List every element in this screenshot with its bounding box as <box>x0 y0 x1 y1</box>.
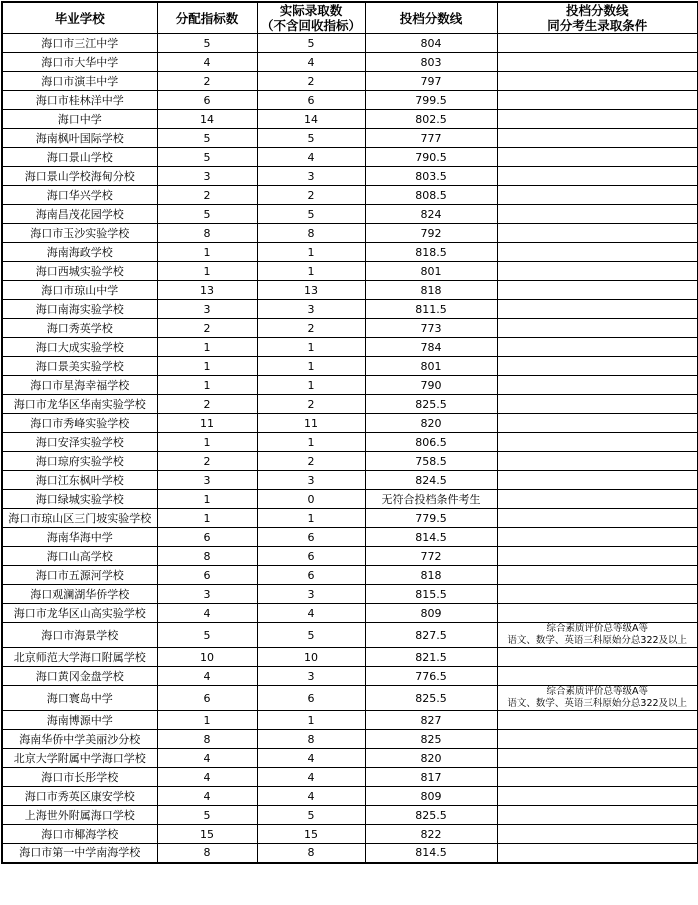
score-line-cell: 777 <box>365 129 497 148</box>
condition-cell <box>497 711 698 730</box>
condition-cell <box>497 433 698 452</box>
table-row <box>2 167 698 186</box>
score-line-cell: 776.5 <box>365 667 497 686</box>
table-row <box>2 787 698 806</box>
school-cell: 海口市椰海学校 <box>2 825 157 844</box>
score-line-cell: 825.5 <box>365 395 497 414</box>
admitted-cell: 1 <box>257 262 365 281</box>
quota-cell: 5 <box>157 148 257 167</box>
table-row <box>2 357 698 376</box>
admitted-cell: 4 <box>257 604 365 623</box>
quota-cell: 5 <box>157 623 257 648</box>
table-row <box>2 686 698 711</box>
condition-cell <box>497 667 698 686</box>
score-line-cell: 815.5 <box>365 585 497 604</box>
quota-cell: 8 <box>157 547 257 566</box>
table-header <box>2 2 698 34</box>
condition-cell <box>497 319 698 338</box>
admitted-cell: 10 <box>257 648 365 667</box>
admitted-cell: 1 <box>257 357 365 376</box>
school-cell: 海口市第一中学南海学校 <box>2 844 157 863</box>
condition-cell <box>497 72 698 91</box>
condition-cell <box>497 129 698 148</box>
score-line-cell: 无符合投档条件考生 <box>365 490 497 509</box>
score-line-cell: 792 <box>365 224 497 243</box>
table-row <box>2 528 698 547</box>
admitted-cell: 3 <box>257 300 365 319</box>
quota-cell: 2 <box>157 186 257 205</box>
table-row <box>2 844 698 863</box>
table-row <box>2 730 698 749</box>
admitted-cell: 6 <box>257 547 365 566</box>
school-cell: 海口市大华中学 <box>2 53 157 72</box>
admitted-cell: 5 <box>257 129 365 148</box>
table-row <box>2 300 698 319</box>
score-line-cell: 827 <box>365 711 497 730</box>
score-line-cell: 811.5 <box>365 300 497 319</box>
school-cell: 海南枫叶国际学校 <box>2 129 157 148</box>
school-cell: 海南博源中学 <box>2 711 157 730</box>
quota-cell: 1 <box>157 376 257 395</box>
quota-cell: 14 <box>157 110 257 129</box>
school-cell: 海口南海实验学校 <box>2 300 157 319</box>
score-line-cell: 814.5 <box>365 844 497 863</box>
score-line-cell: 818.5 <box>365 243 497 262</box>
condition-cell <box>497 338 698 357</box>
condition-cell <box>497 262 698 281</box>
school-cell: 海口大成实验学校 <box>2 338 157 357</box>
score-line-cell: 825.5 <box>365 806 497 825</box>
school-cell: 海口琼府实验学校 <box>2 452 157 471</box>
condition-cell <box>497 509 698 528</box>
school-cell: 海口市演丰中学 <box>2 72 157 91</box>
table-row <box>2 471 698 490</box>
condition-cell <box>497 471 698 490</box>
table-row <box>2 547 698 566</box>
table-row <box>2 243 698 262</box>
table-row <box>2 376 698 395</box>
admitted-cell: 15 <box>257 825 365 844</box>
condition-cell <box>497 604 698 623</box>
score-line-cell: 801 <box>365 357 497 376</box>
school-cell: 海口景美实验学校 <box>2 357 157 376</box>
table-row <box>2 224 698 243</box>
quota-cell: 11 <box>157 414 257 433</box>
condition-cell <box>497 224 698 243</box>
condition-cell <box>497 414 698 433</box>
admitted-cell: 0 <box>257 490 365 509</box>
school-cell: 海口绿城实验学校 <box>2 490 157 509</box>
col-header-score: 投档分数线 <box>365 2 497 34</box>
admitted-cell: 6 <box>257 686 365 711</box>
quota-cell: 2 <box>157 452 257 471</box>
school-cell: 海口华兴学校 <box>2 186 157 205</box>
admitted-cell: 1 <box>257 243 365 262</box>
admitted-cell: 2 <box>257 186 365 205</box>
school-cell: 海口西城实验学校 <box>2 262 157 281</box>
admitted-cell: 8 <box>257 844 365 863</box>
table-row <box>2 129 698 148</box>
condition-cell <box>497 528 698 547</box>
school-cell: 海口黄冈金盘学校 <box>2 667 157 686</box>
col-header-admitted: 实际录取数 （不含回收指标） <box>257 2 365 34</box>
quota-cell: 6 <box>157 528 257 547</box>
school-cell: 海口市玉沙实验学校 <box>2 224 157 243</box>
quota-cell: 5 <box>157 806 257 825</box>
score-line-cell: 824.5 <box>365 471 497 490</box>
admitted-cell: 1 <box>257 509 365 528</box>
quota-cell: 2 <box>157 395 257 414</box>
quota-cell: 4 <box>157 749 257 768</box>
quota-cell: 8 <box>157 224 257 243</box>
quota-cell: 4 <box>157 604 257 623</box>
score-line-cell: 818 <box>365 281 497 300</box>
condition-cell <box>497 806 698 825</box>
school-cell: 海口市秀英区康安学校 <box>2 787 157 806</box>
quota-cell: 1 <box>157 357 257 376</box>
admitted-cell: 2 <box>257 452 365 471</box>
score-line-cell: 801 <box>365 262 497 281</box>
table-row <box>2 749 698 768</box>
condition-cell <box>497 243 698 262</box>
score-line-cell: 818 <box>365 566 497 585</box>
school-cell: 海口寰岛中学 <box>2 686 157 711</box>
table-row <box>2 414 698 433</box>
quota-cell: 8 <box>157 844 257 863</box>
score-line-cell: 799.5 <box>365 91 497 110</box>
admitted-cell: 5 <box>257 205 365 224</box>
admitted-cell: 2 <box>257 395 365 414</box>
quota-cell: 1 <box>157 509 257 528</box>
condition-cell <box>497 566 698 585</box>
score-line-cell: 825 <box>365 730 497 749</box>
score-line-cell: 803.5 <box>365 167 497 186</box>
score-line-cell: 806.5 <box>365 433 497 452</box>
score-line-cell: 824 <box>365 205 497 224</box>
header-row <box>2 2 698 34</box>
score-line-cell: 804 <box>365 34 497 53</box>
quota-cell: 2 <box>157 319 257 338</box>
table-row <box>2 262 698 281</box>
table-row <box>2 281 698 300</box>
table-row <box>2 604 698 623</box>
quota-cell: 4 <box>157 787 257 806</box>
table-row <box>2 91 698 110</box>
quota-cell: 1 <box>157 490 257 509</box>
school-cell: 海南昌茂花园学校 <box>2 205 157 224</box>
score-line-cell: 772 <box>365 547 497 566</box>
score-line-cell: 803 <box>365 53 497 72</box>
condition-cell <box>497 281 698 300</box>
school-cell: 海口市琼山区三门坡实验学校 <box>2 509 157 528</box>
table-row <box>2 825 698 844</box>
col-header-condition: 投档分数线 同分考生录取条件 <box>497 2 698 34</box>
table-row <box>2 148 698 167</box>
table-row <box>2 395 698 414</box>
admitted-cell: 1 <box>257 338 365 357</box>
score-line-cell: 790.5 <box>365 148 497 167</box>
admitted-cell: 14 <box>257 110 365 129</box>
quota-cell: 4 <box>157 53 257 72</box>
condition-cell <box>497 452 698 471</box>
score-line-cell: 779.5 <box>365 509 497 528</box>
score-line-cell: 809 <box>365 604 497 623</box>
quota-cell: 8 <box>157 730 257 749</box>
table-row <box>2 585 698 604</box>
table-row <box>2 566 698 585</box>
admitted-cell: 4 <box>257 768 365 787</box>
table-row <box>2 110 698 129</box>
score-line-cell: 790 <box>365 376 497 395</box>
condition-cell <box>497 730 698 749</box>
score-line-cell: 817 <box>365 768 497 787</box>
table-row <box>2 509 698 528</box>
admitted-cell: 4 <box>257 53 365 72</box>
condition-cell <box>497 749 698 768</box>
admitted-cell: 6 <box>257 528 365 547</box>
condition-cell <box>497 787 698 806</box>
admitted-cell: 1 <box>257 433 365 452</box>
condition-cell <box>497 490 698 509</box>
admitted-cell: 3 <box>257 667 365 686</box>
school-cell: 海口景山学校 <box>2 148 157 167</box>
condition-cell <box>497 205 698 224</box>
admitted-cell: 1 <box>257 711 365 730</box>
condition-cell <box>497 110 698 129</box>
table-row <box>2 53 698 72</box>
admitted-cell: 3 <box>257 471 365 490</box>
school-cell: 上海世外附属海口学校 <box>2 806 157 825</box>
quota-cell: 15 <box>157 825 257 844</box>
table-row <box>2 433 698 452</box>
table-row <box>2 34 698 53</box>
table-row <box>2 205 698 224</box>
admitted-cell: 3 <box>257 585 365 604</box>
score-line-cell: 773 <box>365 319 497 338</box>
table-body <box>2 34 698 863</box>
quota-cell: 4 <box>157 667 257 686</box>
table-row <box>2 806 698 825</box>
score-line-cell: 821.5 <box>365 648 497 667</box>
quota-cell: 5 <box>157 129 257 148</box>
quota-cell: 5 <box>157 34 257 53</box>
admitted-cell: 8 <box>257 730 365 749</box>
condition-cell <box>497 376 698 395</box>
condition-cell <box>497 844 698 863</box>
school-cell: 海南华侨中学美丽沙分校 <box>2 730 157 749</box>
admitted-cell: 5 <box>257 34 365 53</box>
score-line-cell: 822 <box>365 825 497 844</box>
quota-cell: 1 <box>157 243 257 262</box>
admitted-cell: 6 <box>257 91 365 110</box>
quota-cell: 1 <box>157 262 257 281</box>
admitted-cell: 4 <box>257 787 365 806</box>
condition-cell <box>497 825 698 844</box>
school-cell: 海口景山学校海甸分校 <box>2 167 157 186</box>
score-line-cell: 825.5 <box>365 686 497 711</box>
table-row <box>2 711 698 730</box>
quota-cell: 1 <box>157 433 257 452</box>
school-cell: 海南华海中学 <box>2 528 157 547</box>
quota-cell: 13 <box>157 281 257 300</box>
condition-cell <box>497 53 698 72</box>
condition-cell <box>497 167 698 186</box>
school-cell: 海口市龙华区山高实验学校 <box>2 604 157 623</box>
quota-cell: 3 <box>157 585 257 604</box>
school-cell: 海口市秀峰实验学校 <box>2 414 157 433</box>
school-cell: 海口中学 <box>2 110 157 129</box>
admitted-cell: 5 <box>257 623 365 648</box>
school-cell: 海口秀英学校 <box>2 319 157 338</box>
school-cell: 海南海政学校 <box>2 243 157 262</box>
school-cell: 海口市琼山中学 <box>2 281 157 300</box>
score-line-cell: 797 <box>365 72 497 91</box>
table-row <box>2 648 698 667</box>
quota-cell: 6 <box>157 686 257 711</box>
school-cell: 海口市三江中学 <box>2 34 157 53</box>
quota-cell: 6 <box>157 566 257 585</box>
quota-cell: 6 <box>157 91 257 110</box>
col-header-quota: 分配指标数 <box>157 2 257 34</box>
quota-cell: 5 <box>157 205 257 224</box>
score-line-cell: 820 <box>365 749 497 768</box>
score-line-cell: 784 <box>365 338 497 357</box>
admitted-cell: 4 <box>257 148 365 167</box>
table-row <box>2 623 698 648</box>
quota-cell: 3 <box>157 167 257 186</box>
col-header-school: 毕业学校 <box>2 2 157 34</box>
score-line-cell: 758.5 <box>365 452 497 471</box>
table-row <box>2 768 698 787</box>
condition-cell <box>497 34 698 53</box>
score-line-cell: 802.5 <box>365 110 497 129</box>
admission-score-table <box>1 1 698 864</box>
score-line-cell: 820 <box>365 414 497 433</box>
score-line-cell: 814.5 <box>365 528 497 547</box>
quota-cell: 2 <box>157 72 257 91</box>
school-cell: 海口安泽实验学校 <box>2 433 157 452</box>
condition-cell <box>497 547 698 566</box>
admitted-cell: 11 <box>257 414 365 433</box>
table-row <box>2 72 698 91</box>
quota-cell: 10 <box>157 648 257 667</box>
condition-cell <box>497 148 698 167</box>
admitted-cell: 6 <box>257 566 365 585</box>
table-row <box>2 319 698 338</box>
condition-cell <box>497 395 698 414</box>
condition-cell <box>497 91 698 110</box>
quota-cell: 1 <box>157 338 257 357</box>
table-row <box>2 338 698 357</box>
quota-cell: 3 <box>157 300 257 319</box>
condition-cell <box>497 648 698 667</box>
condition-cell: 综合素质评价总等级A等 语文、数学、英语三科原始分总322及以上 <box>497 686 698 711</box>
score-line-cell: 827.5 <box>365 623 497 648</box>
school-cell: 海口市龙华区华南实验学校 <box>2 395 157 414</box>
school-cell: 海口观澜湖华侨学校 <box>2 585 157 604</box>
school-cell: 海口市长彤学校 <box>2 768 157 787</box>
school-cell: 海口市星海幸福学校 <box>2 376 157 395</box>
table-row <box>2 667 698 686</box>
admitted-cell: 4 <box>257 749 365 768</box>
admitted-cell: 13 <box>257 281 365 300</box>
condition-cell <box>497 768 698 787</box>
table-row <box>2 186 698 205</box>
school-cell: 海口江东枫叶学校 <box>2 471 157 490</box>
table-row <box>2 490 698 509</box>
condition-cell <box>497 357 698 376</box>
score-line-cell: 808.5 <box>365 186 497 205</box>
quota-cell: 3 <box>157 471 257 490</box>
quota-cell: 4 <box>157 768 257 787</box>
admitted-cell: 2 <box>257 72 365 91</box>
school-cell: 海口山高学校 <box>2 547 157 566</box>
condition-cell <box>497 186 698 205</box>
admitted-cell: 8 <box>257 224 365 243</box>
school-cell: 海口市海景学校 <box>2 623 157 648</box>
condition-cell <box>497 585 698 604</box>
table-row <box>2 452 698 471</box>
school-cell: 北京大学附属中学海口学校 <box>2 749 157 768</box>
admitted-cell: 3 <box>257 167 365 186</box>
school-cell: 北京师范大学海口附属学校 <box>2 648 157 667</box>
condition-cell <box>497 300 698 319</box>
admitted-cell: 2 <box>257 319 365 338</box>
school-cell: 海口市五源河学校 <box>2 566 157 585</box>
condition-cell: 综合素质评价总等级A等 语文、数学、英语三科原始分总322及以上 <box>497 623 698 648</box>
score-line-cell: 809 <box>365 787 497 806</box>
admitted-cell: 1 <box>257 376 365 395</box>
school-cell: 海口市桂林洋中学 <box>2 91 157 110</box>
quota-cell: 1 <box>157 711 257 730</box>
admitted-cell: 5 <box>257 806 365 825</box>
